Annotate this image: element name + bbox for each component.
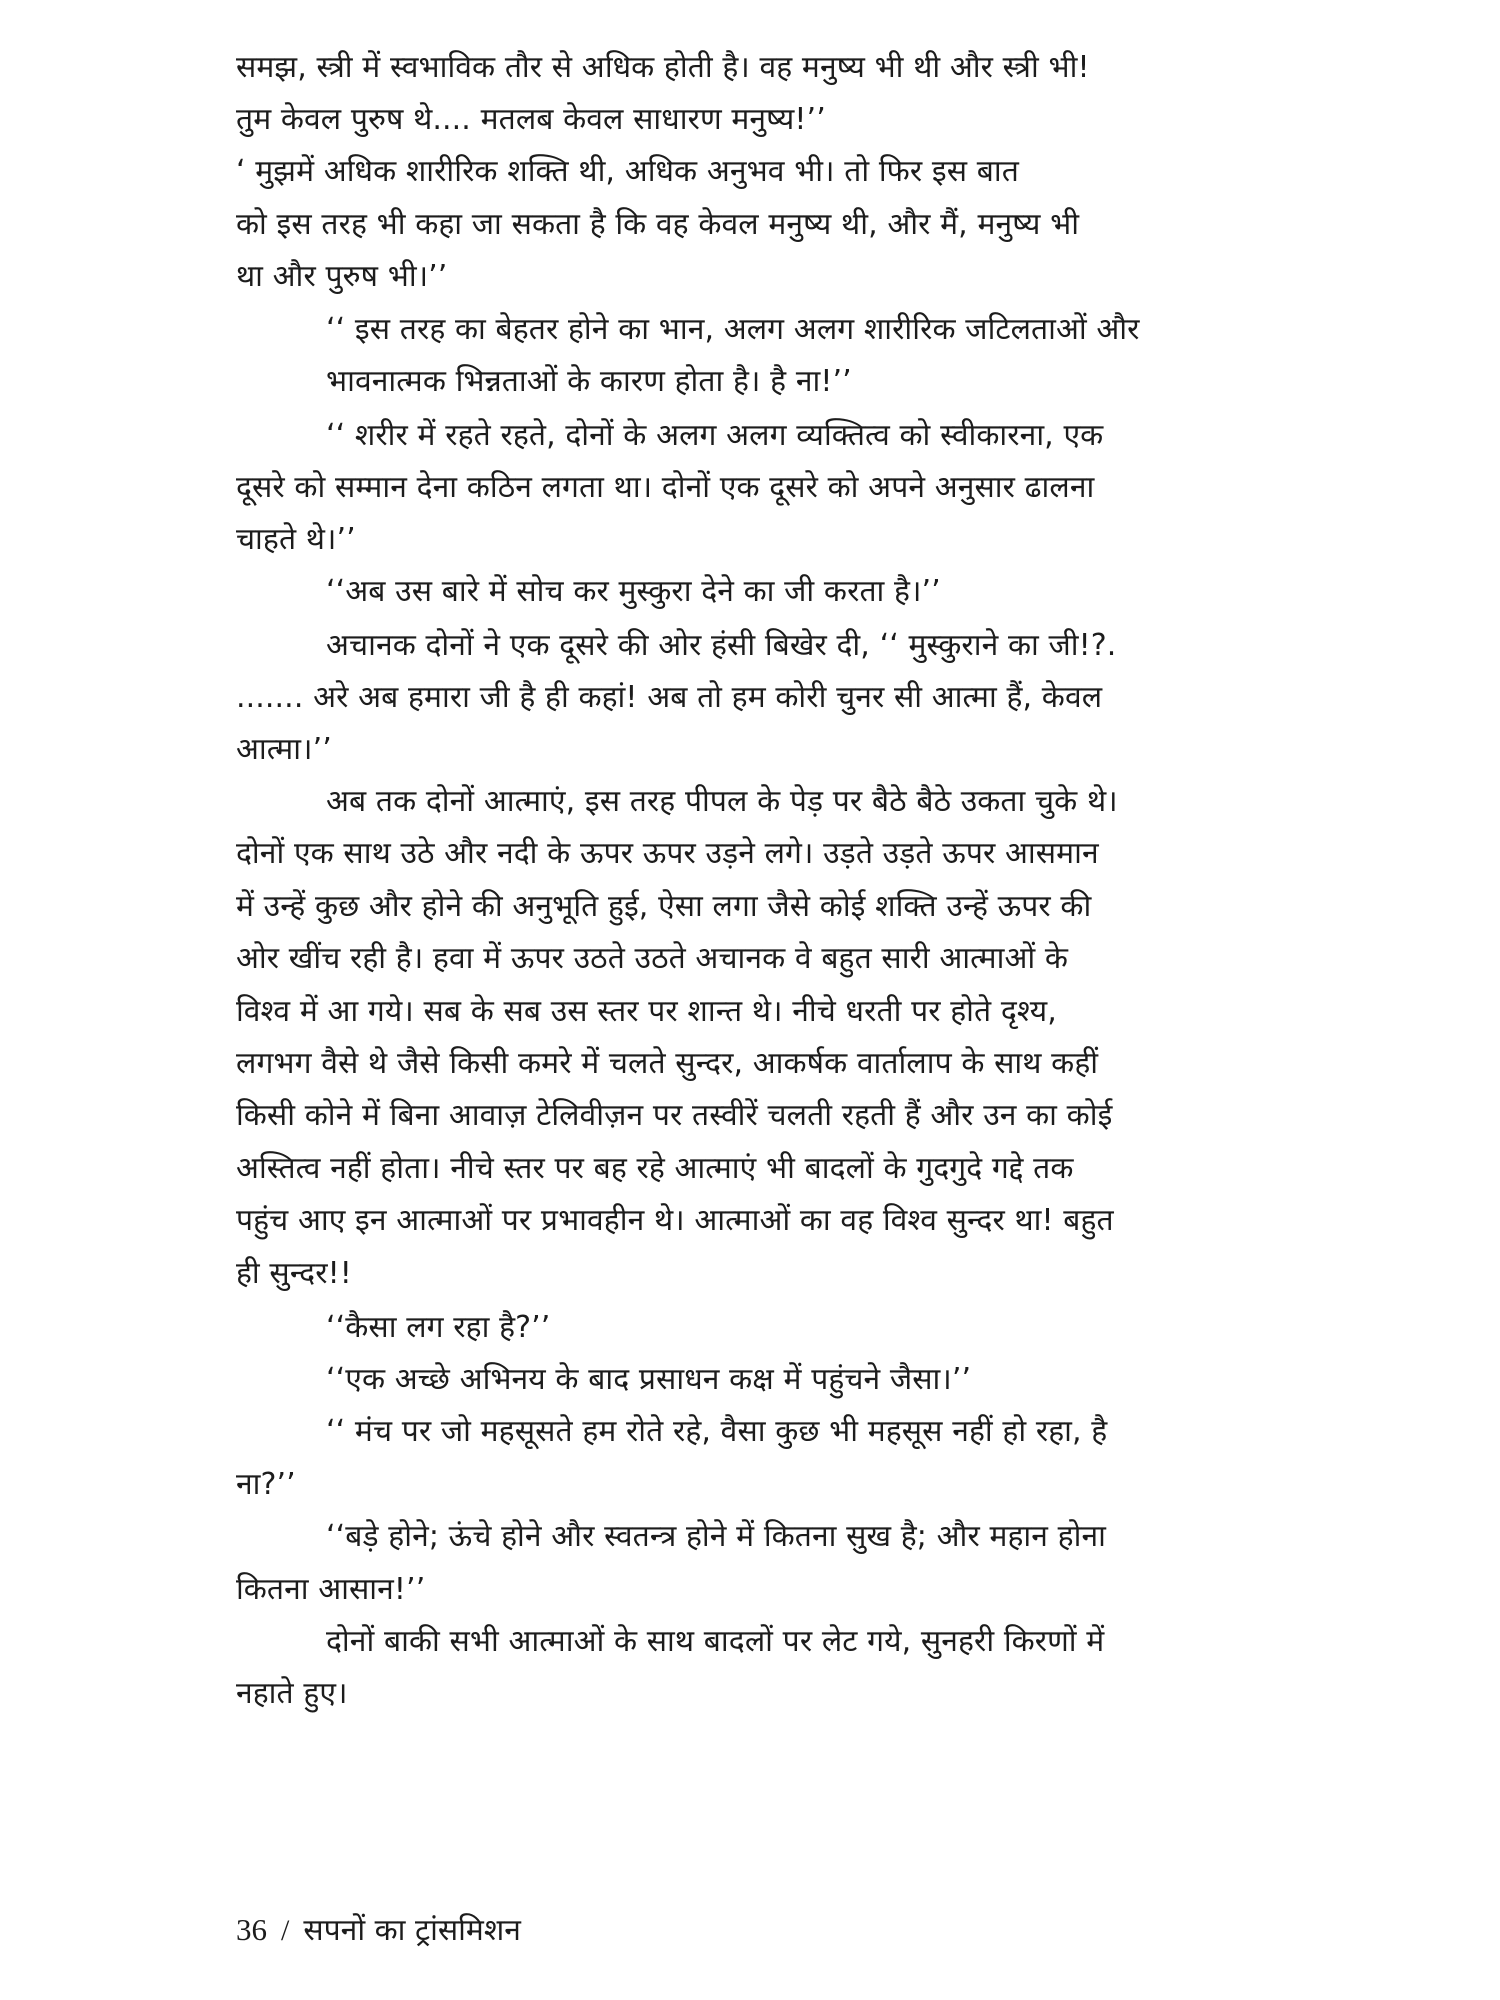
- text-line: समझ, स्त्री में स्वभाविक तौर से अधिक होती है। वह मनुष्य भी थी और स्त्री भी!: [236, 50, 1090, 85]
- text-line: अस्तित्व नहीं होता। नीचे स्तर पर बह रहे आत्माएं भी बादलों के गुदगुदे गद्दे तक: [236, 1151, 1074, 1186]
- text-line: ओर खींच रही है। हवा में ऊपर उठते उठते अचानक वे बहुत सारी आत्माओं के: [236, 941, 1068, 976]
- text-line: ‘‘ मंच पर जो महसूसते हम रोते रहे, वैसा कुछ भी महसूस नहीं हो रहा, है: [326, 1414, 1108, 1449]
- book-title: सपनों का ट्रांसमिशन: [303, 1913, 521, 1948]
- page-footer: [236, 1910, 521, 1951]
- text-line: किसी कोने में बिना आवाज़ टेलिवीज़न पर तस्वीरें चलती रहती हैं और उन का कोई: [236, 1098, 1113, 1133]
- text-line: ‘‘बड़े होने; ऊंचे होने और स्वतन्त्र होने में कितना सुख है; और महान होना: [326, 1519, 1106, 1554]
- text-line: को इस तरह भी कहा जा सकता है कि वह केवल मनुष्य थी, और मैं, मनुष्य भी: [236, 207, 1080, 242]
- text-line: ‘‘कैसा लग रहा है?’’: [326, 1310, 551, 1345]
- text-line: अचानक दोनों ने एक दूसरे की ओर हंसी बिखेर दी, ‘‘ मुस्कुराने का जी!?.: [326, 628, 1117, 663]
- text-line: ‘‘अब उस बारे में सोच कर मुस्कुरा देने का जी करता है।’’: [326, 574, 941, 609]
- text-line: लगभग वैसे थे जैसे किसी कमरे में चलते सुन्दर, आकर्षक वार्तालाप के साथ कहीं: [236, 1046, 1099, 1081]
- text-line: चाहते थे।’’: [236, 522, 356, 557]
- page-number: 36: [236, 1912, 267, 1947]
- text-line: अब तक दोनों आत्माएं, इस तरह पीपल के पेड़ पर बैठे बैठे उकता चुके थे।: [326, 784, 1118, 819]
- text-line: में उन्हें कुछ और होने की अनुभूति हुई, ऐसा लगा जैसे कोई शक्ति उन्हें ऊपर की: [236, 889, 1092, 924]
- text-line: ‘‘एक अच्छे अभिनय के बाद प्रसाधन कक्ष में पहुंचने जैसा।’’: [326, 1362, 972, 1397]
- text-line: आत्मा।’’: [236, 732, 332, 767]
- text-line: ना?’’: [236, 1467, 296, 1502]
- text-line: दोनों एक साथ उठे और नदी के ऊपर ऊपर उड़ने लगे। उड़ते उड़ते ऊपर आसमान: [236, 836, 1099, 871]
- footer-separator: /: [281, 1914, 290, 1947]
- text-line: ....... अरे अब हमारा जी है ही कहां! अब तो हम कोरी चुनर सी आत्मा हैं, केवल: [236, 680, 1103, 715]
- book-page: [236, 48, 1290, 1948]
- text-line: कितना आसान!’’: [236, 1572, 426, 1607]
- text-line: नहाते हुए।: [236, 1676, 348, 1711]
- text-line: ही सुन्दर!!: [236, 1256, 352, 1291]
- text-line: दोनों बाकी सभी आत्माओं के साथ बादलों पर लेट गये, सुनहरी किरणों में: [326, 1624, 1105, 1659]
- text-line: था और पुरुष भी।’’: [236, 259, 448, 294]
- text-line: ‘‘ इस तरह का बेहतर होने का भान, अलग अलग शारीरिक जटिलताओं और: [326, 312, 1140, 347]
- text-line: भावनात्मक भिन्नताओं के कारण होता है। है ना!’’: [326, 364, 852, 399]
- text-line: तुम केवल पुरुष थे.... मतलब केवल साधारण मनुष्य!’’: [236, 102, 826, 137]
- text-line: दूसरे को सम्मान देना कठिन लगता था। दोनों एक दूसरे को अपने अनुसार ढालना: [236, 470, 1095, 505]
- text-line: पहुंच आए इन आत्माओं पर प्रभावहीन थे। आत्माओं का वह विश्व सुन्दर था! बहुत: [236, 1203, 1114, 1238]
- text-line: ‘‘ शरीर में रहते रहते, दोनों के अलग अलग व्यक्तित्व को स्वीकारना, एक: [326, 418, 1104, 453]
- text-line: ‘ मुझमें अधिक शारीरिक शक्ति थी, अधिक अनुभव भी। तो फिर इस बात: [236, 154, 1019, 189]
- text-line: विश्व में आ गये। सब के सब उस स्तर पर शान्त थे। नीचे धरती पर होते दृश्य,: [236, 994, 1057, 1029]
